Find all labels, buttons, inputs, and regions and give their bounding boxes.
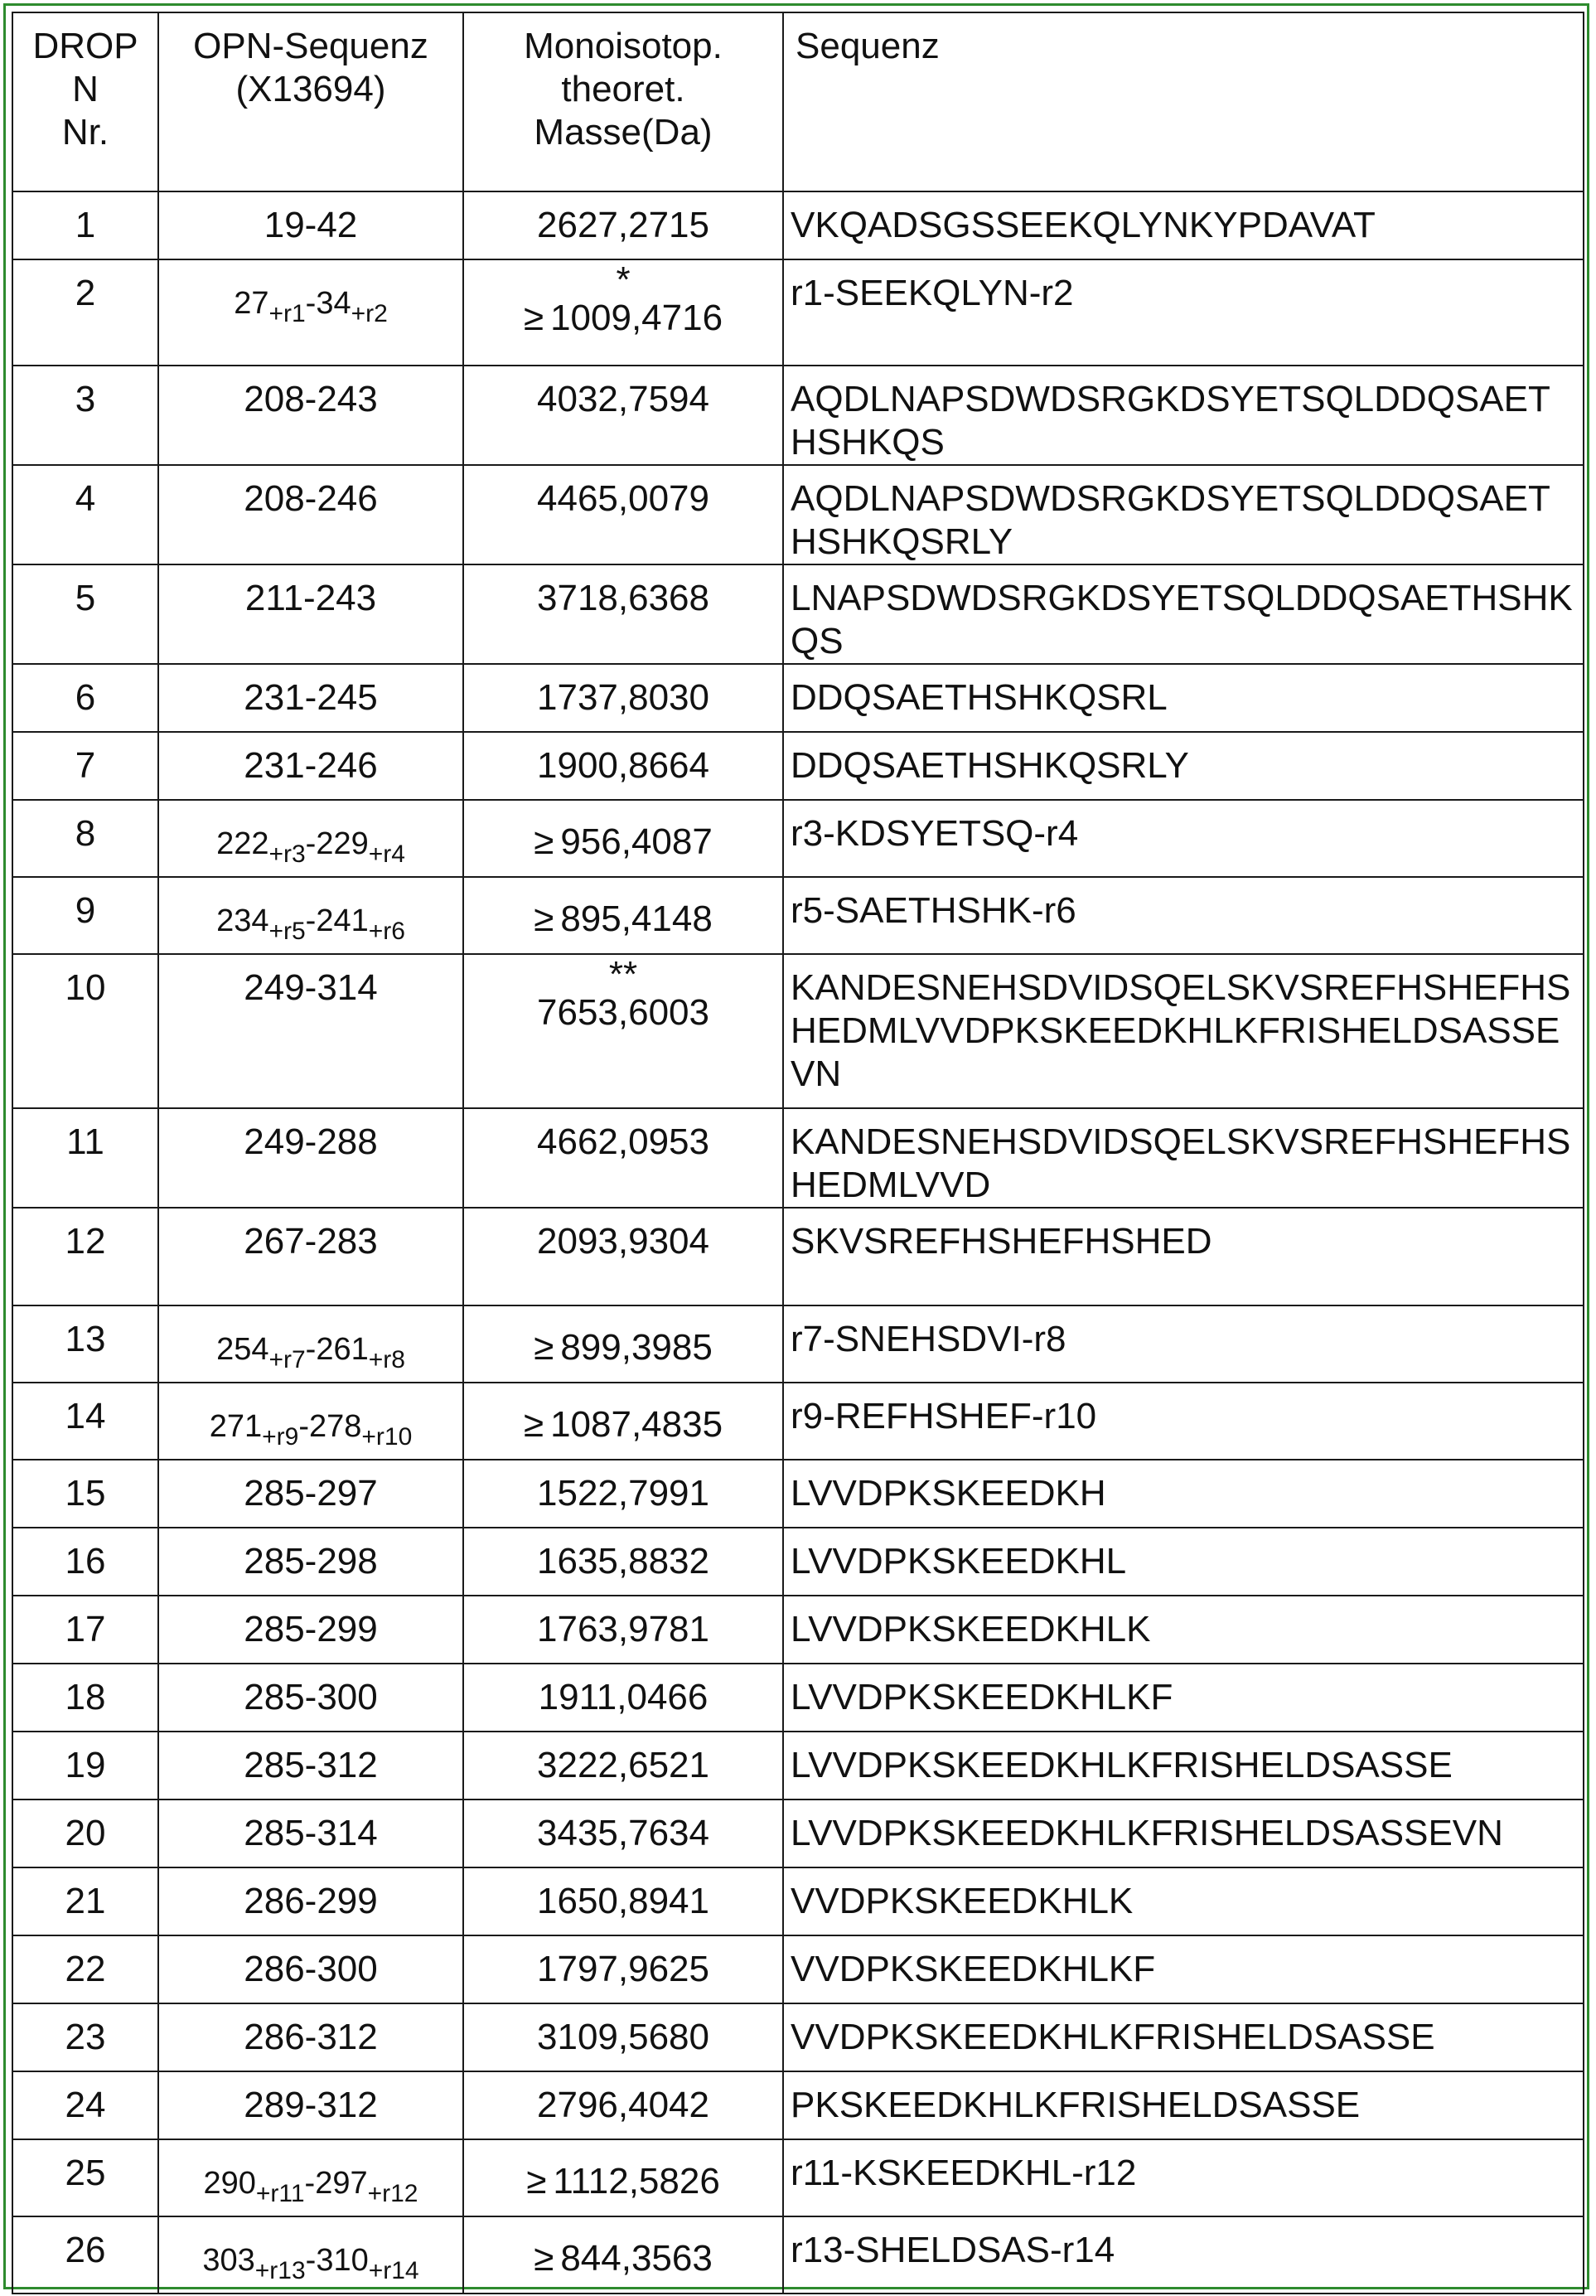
- opn-range: 19-42: [158, 191, 463, 259]
- range-position: 290: [203, 2166, 256, 2201]
- row-number: 10: [12, 954, 158, 1108]
- mass-value-cell: [463, 800, 783, 877]
- mass-value: 1650,8941: [537, 1881, 709, 1921]
- range-position: -241: [305, 903, 369, 938]
- range-position: 222: [216, 826, 269, 861]
- range-modifier: +r14: [368, 2257, 419, 2284]
- row-number: 4: [12, 465, 158, 564]
- opn-range: [158, 1383, 463, 1460]
- range-position: -297: [304, 2166, 368, 2201]
- row-number: 7: [12, 732, 158, 800]
- table-row: [12, 191, 1584, 259]
- row-number: 5: [12, 564, 158, 664]
- range-modifier: +r5: [268, 918, 306, 945]
- range-modifier: +r2: [351, 300, 388, 327]
- peptide-sequence: r1-SEEKQLYN-r2: [783, 259, 1584, 366]
- mass-value: 1763,9781: [537, 1609, 709, 1649]
- mass-value: 2627,2715: [537, 205, 709, 245]
- opn-range: [158, 2216, 463, 2294]
- mass-value-cell: [463, 1800, 783, 1867]
- table-row: [12, 2003, 1584, 2071]
- opn-range: [158, 2139, 463, 2216]
- mass-value: 1009,4716: [550, 298, 723, 338]
- opn-peptide-table: [12, 12, 1584, 2294]
- peptide-sequence: r13-SHELDSAS-r14: [783, 2216, 1584, 2294]
- table-row: [12, 1800, 1584, 1867]
- mass-value-cell: [463, 366, 783, 465]
- table-row: [12, 1867, 1584, 1935]
- table-row: [12, 1528, 1584, 1596]
- peptide-sequence: VVDPKSKEEDKHLKF: [783, 1935, 1584, 2003]
- header-drop-line-3: Nr.: [61, 112, 109, 153]
- mass-value-cell: [463, 1108, 783, 1208]
- table-row: [12, 1305, 1584, 1383]
- opn-range: 208-246: [158, 465, 463, 564]
- greater-equal-sign: ≥: [534, 821, 554, 862]
- table-row: [12, 732, 1584, 800]
- mass-value: 4032,7594: [537, 379, 709, 419]
- header-mass-line-1: Monoisotop.: [524, 26, 723, 66]
- peptide-sequence: VVDPKSKEEDKHLKFRISHELDSASSE: [783, 2003, 1584, 2071]
- header-opn-line-2: (X13694): [235, 69, 386, 109]
- mass-value: 1112,5826: [553, 2161, 720, 2202]
- range-position: 271: [209, 1409, 263, 1444]
- table-row: [12, 465, 1584, 564]
- range-position: 303: [202, 2243, 255, 2278]
- mass-value-cell: [463, 1664, 783, 1732]
- mass-value-cell: [463, 2139, 783, 2216]
- peptide-sequence: LVVDPKSKEEDKHLK: [783, 1596, 1584, 1664]
- peptide-sequence: r3-KDSYETSQ-r4: [783, 800, 1584, 877]
- mass-value-cell: [463, 1383, 783, 1460]
- peptide-sequence: r11-KSKEEDKHL-r12: [783, 2139, 1584, 2216]
- range-modifier: +r3: [268, 840, 306, 868]
- range-modifier: +r11: [255, 2180, 305, 2207]
- mass-value: 1635,8832: [537, 1541, 709, 1582]
- row-number: 23: [12, 2003, 158, 2071]
- peptide-sequence: LVVDPKSKEEDKH: [783, 1460, 1584, 1528]
- mass-value-cell: [463, 1935, 783, 2003]
- range-modifier: +r6: [368, 918, 405, 945]
- mass-value: 844,3563: [560, 2238, 713, 2279]
- mass-value: 3718,6368: [537, 578, 709, 618]
- mass-value: 3109,5680: [537, 2017, 709, 2057]
- mass-value: 2796,4042: [537, 2085, 709, 2125]
- table-row: [12, 1732, 1584, 1800]
- row-number: 9: [12, 877, 158, 954]
- greater-equal-sign: ≥: [523, 298, 544, 338]
- mass-value-cell: [463, 2216, 783, 2294]
- range-modifier: +r1: [268, 300, 306, 327]
- row-number: 24: [12, 2071, 158, 2139]
- row-number: 14: [12, 1383, 158, 1460]
- table-row: [12, 1596, 1584, 1664]
- header-mass-line-2: theoret.: [561, 69, 685, 109]
- opn-range: 231-246: [158, 732, 463, 800]
- mass-value-cell: [463, 877, 783, 954]
- peptide-sequence: LVVDPKSKEEDKHLKF: [783, 1664, 1584, 1732]
- row-number: 8: [12, 800, 158, 877]
- table-row: [12, 366, 1584, 465]
- peptide-sequence: r7-SNEHSDVI-r8: [783, 1305, 1584, 1383]
- header-opn-line-1: OPN-Sequenz: [193, 26, 428, 66]
- mass-value-cell: [463, 732, 783, 800]
- peptide-sequence: SKVSREFHSHEFHSHED: [783, 1208, 1584, 1305]
- mass-value: 956,4087: [560, 821, 713, 862]
- mass-value: 4465,0079: [537, 478, 709, 519]
- opn-range: 267-283: [158, 1208, 463, 1305]
- table-body: [12, 191, 1584, 2294]
- opn-range: 285-312: [158, 1732, 463, 1800]
- table-row: [12, 800, 1584, 877]
- range-position: -34: [305, 286, 351, 321]
- peptide-sequence: DDQSAETHSHKQSRLY: [783, 732, 1584, 800]
- mass-value-cell: [463, 1208, 783, 1305]
- range-position: -278: [298, 1409, 362, 1444]
- table-row: [12, 1460, 1584, 1528]
- mass-value-cell: [463, 1596, 783, 1664]
- mass-value: 899,3985: [560, 1327, 713, 1368]
- mass-value-cell: [463, 2003, 783, 2071]
- mass-value-cell: [463, 1732, 783, 1800]
- range-position: 27: [234, 286, 269, 321]
- table-row: [12, 1383, 1584, 1460]
- mass-value-cell: [463, 664, 783, 732]
- range-modifier: +r12: [367, 2180, 418, 2207]
- row-number: 17: [12, 1596, 158, 1664]
- opn-range: 286-300: [158, 1935, 463, 2003]
- table-row: [12, 877, 1584, 954]
- opn-range: 231-245: [158, 664, 463, 732]
- row-number: 3: [12, 366, 158, 465]
- mass-value-cell: [463, 954, 783, 1108]
- opn-range: [158, 800, 463, 877]
- opn-range: 249-288: [158, 1108, 463, 1208]
- range-position: -310: [305, 2243, 369, 2278]
- header-mass-line-3: Masse(Da): [534, 112, 713, 153]
- mass-value: 1797,9625: [537, 1949, 709, 1989]
- peptide-sequence: KANDESNEHSDVIDSQELSKVSREFHSHEFHSHEDMLVVDPKSKEEDKHLKFRISHELDSASSEVN: [783, 954, 1584, 1108]
- mass-value: 3435,7634: [537, 1813, 709, 1853]
- row-number: 25: [12, 2139, 158, 2216]
- table-row: [12, 1935, 1584, 2003]
- table-row: [12, 1208, 1584, 1305]
- opn-range: 285-299: [158, 1596, 463, 1664]
- peptide-sequence: VKQADSGSSEEKQLYNKYPDAVAT: [783, 191, 1584, 259]
- range-position: 234: [216, 903, 269, 938]
- table-row: [12, 564, 1584, 664]
- row-number: 15: [12, 1460, 158, 1528]
- mass-value: 1911,0466: [538, 1677, 709, 1717]
- greater-equal-sign: ≥: [534, 2238, 554, 2279]
- peptide-sequence: r5-SAETHSHK-r6: [783, 877, 1584, 954]
- row-number: 21: [12, 1867, 158, 1935]
- peptide-sequence: KANDESNEHSDVIDSQELSKVSREFHSHEFHSHEDMLVVD: [783, 1108, 1584, 1208]
- row-number: 16: [12, 1528, 158, 1596]
- opn-range: 285-300: [158, 1664, 463, 1732]
- header-sequenz: Sequenz: [783, 12, 1584, 191]
- header-mass: [463, 12, 783, 191]
- peptide-sequence: PKSKEEDKHLKFRISHELDSASSE: [783, 2071, 1584, 2139]
- mass-value-cell: [463, 191, 783, 259]
- header-drop-line-2: N: [72, 69, 99, 109]
- range-modifier: +r7: [268, 1346, 306, 1373]
- peptide-sequence: r9-REFHSHEF-r10: [783, 1383, 1584, 1460]
- table-row: [12, 954, 1584, 1108]
- opn-range: [158, 877, 463, 954]
- mass-value-cell: [463, 564, 783, 664]
- peptide-sequence: LVVDPKSKEEDKHL: [783, 1528, 1584, 1596]
- row-number: 6: [12, 664, 158, 732]
- greater-equal-sign: ≥: [523, 1404, 544, 1445]
- mass-value-cell: [463, 259, 783, 366]
- row-number: 11: [12, 1108, 158, 1208]
- mass-value: 895,4148: [560, 899, 713, 939]
- peptide-sequence: AQDLNAPSDWDSRGKDSYETSQLDDQSAETHSHKQSRLY: [783, 465, 1584, 564]
- mass-value: 1737,8030: [537, 677, 709, 718]
- range-position: -229: [305, 826, 369, 861]
- table-row: [12, 2139, 1584, 2216]
- opn-range: 285-298: [158, 1528, 463, 1596]
- table-row: [12, 2216, 1584, 2294]
- row-number: 19: [12, 1732, 158, 1800]
- table-row: [12, 2071, 1584, 2139]
- table-row: [12, 1108, 1584, 1208]
- range-modifier: +r13: [254, 2257, 306, 2284]
- mass-value-cell: [463, 1460, 783, 1528]
- peptide-sequence: DDQSAETHSHKQSRL: [783, 664, 1584, 732]
- greater-equal-sign: ≥: [534, 1327, 554, 1368]
- opn-range: 208-243: [158, 366, 463, 465]
- row-number: 1: [12, 191, 158, 259]
- header-row: [12, 12, 1584, 191]
- opn-range: 289-312: [158, 2071, 463, 2139]
- greater-equal-sign: ≥: [526, 2161, 547, 2202]
- mass-value: 1087,4835: [550, 1404, 723, 1445]
- range-modifier: +r4: [368, 840, 405, 868]
- opn-range: [158, 1305, 463, 1383]
- mass-value: 2093,9304: [537, 1221, 709, 1262]
- header-drop-line-1: DROP: [32, 26, 138, 66]
- opn-range: 286-299: [158, 1867, 463, 1935]
- range-modifier: +r8: [368, 1346, 405, 1373]
- mass-value-cell: [463, 1528, 783, 1596]
- mass-value: 7653,6003: [537, 992, 709, 1033]
- opn-range: 249-314: [158, 954, 463, 1108]
- opn-range: [158, 259, 463, 366]
- footnote-mark: *: [616, 259, 631, 300]
- peptide-sequence: LVVDPKSKEEDKHLKFRISHELDSASSEVN: [783, 1800, 1584, 1867]
- table-row: [12, 1664, 1584, 1732]
- opn-range: 211-243: [158, 564, 463, 664]
- row-number: 22: [12, 1935, 158, 2003]
- row-number: 18: [12, 1664, 158, 1732]
- peptide-sequence: LNAPSDWDSRGKDSYETSQLDDQSAETHSHKQS: [783, 564, 1584, 664]
- opn-range: 285-314: [158, 1800, 463, 1867]
- mass-value-cell: [463, 2071, 783, 2139]
- peptide-sequence: LVVDPKSKEEDKHLKFRISHELDSASSE: [783, 1732, 1584, 1800]
- mass-value-cell: [463, 465, 783, 564]
- header-opn-sequenz: [158, 12, 463, 191]
- mass-value: 4662,0953: [537, 1121, 709, 1162]
- range-position: -261: [305, 1332, 369, 1367]
- opn-range: 286-312: [158, 2003, 463, 2071]
- mass-value: 3222,6521: [537, 1745, 709, 1785]
- footnote-mark: **: [608, 954, 638, 995]
- row-number: 2: [12, 259, 158, 366]
- row-number: 20: [12, 1800, 158, 1867]
- row-number: 26: [12, 2216, 158, 2294]
- greater-equal-sign: ≥: [534, 899, 554, 939]
- table-row: [12, 664, 1584, 732]
- row-number: 12: [12, 1208, 158, 1305]
- table-row: [12, 259, 1584, 366]
- header-drop-nr: [12, 12, 158, 191]
- range-modifier: +r10: [361, 1423, 413, 1451]
- mass-value: 1522,7991: [537, 1473, 709, 1514]
- peptide-sequence: VVDPKSKEEDKHLK: [783, 1867, 1584, 1935]
- opn-range: 285-297: [158, 1460, 463, 1528]
- mass-value: 1900,8664: [537, 745, 709, 786]
- mass-value-cell: [463, 1305, 783, 1383]
- range-modifier: +r9: [262, 1423, 299, 1451]
- row-number: 13: [12, 1305, 158, 1383]
- peptide-sequence: AQDLNAPSDWDSRGKDSYETSQLDDQSAETHSHKQS: [783, 366, 1584, 465]
- mass-value-cell: [463, 1867, 783, 1935]
- range-position: 254: [216, 1332, 269, 1367]
